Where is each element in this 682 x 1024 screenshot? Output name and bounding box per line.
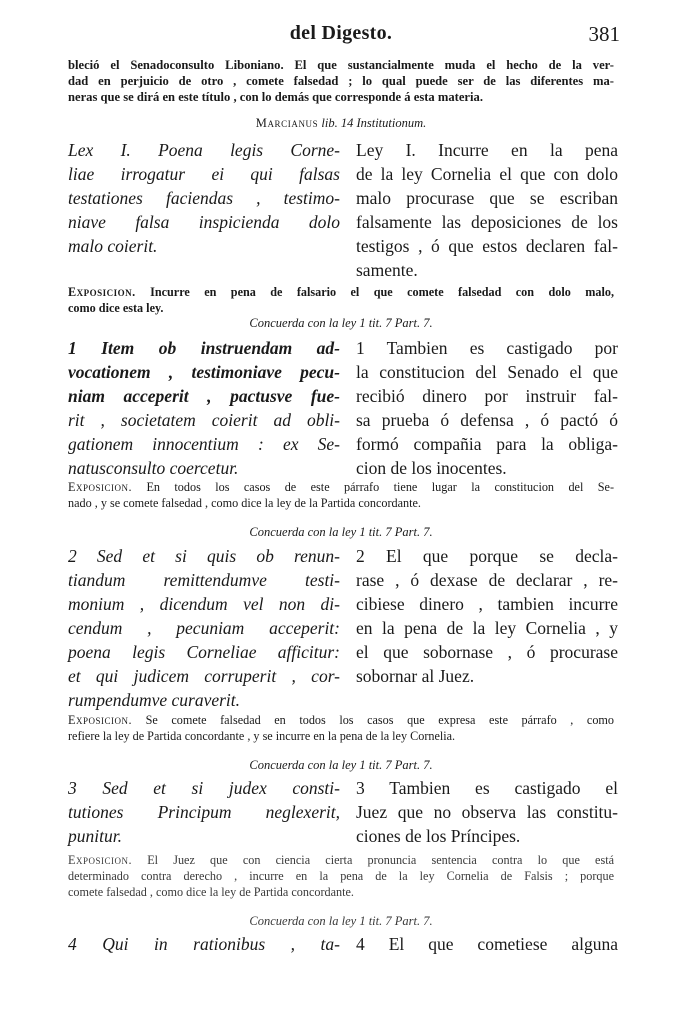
- lex1-spanish: [356, 138, 618, 282]
- spanish-line: samente.: [356, 260, 418, 280]
- latin-line: niam acceperit , pactusve fue-: [68, 386, 340, 406]
- exposition-text: En todos los casos de este párrafo tiene lugar la constitucion del Se-: [146, 480, 615, 494]
- par4-latin: [68, 932, 340, 956]
- latin-line: monium , dicendum vel non di-: [68, 594, 340, 614]
- latin-line: Lex I. Poena legis Corne-: [68, 140, 340, 160]
- spanish-line: falsamente las deposiciones de los: [356, 212, 618, 232]
- page-header: [0, 22, 682, 52]
- exposition-text: nado , y se comete falsedad , como dice la ley de la Partida concordante.: [68, 496, 421, 510]
- page-number: 381: [588, 22, 620, 46]
- source-author: Marcianus: [255, 116, 319, 130]
- spanish-line: 1 Tambien es castigado por: [356, 338, 618, 358]
- spanish-line: Ley I. Incurre en la pena: [356, 140, 618, 160]
- latin-line: 4 Qui in rationibus , ta-: [68, 934, 340, 954]
- concordance-1: Concuerda con la ley 1 tit. 7 Part. 7.: [249, 316, 433, 330]
- latin-line: 2 Sed et si quis ob renun-: [68, 546, 340, 566]
- latin-line: rit , societatem coierit ad obli-: [68, 410, 340, 430]
- exposition-3: [68, 712, 614, 744]
- spanish-line: 3 Tambien es castigado el: [356, 778, 618, 798]
- spanish-line: Juez que no observa las constitu-: [356, 802, 618, 822]
- exposition-text: como dice esta ley.: [68, 301, 164, 315]
- latin-line: et qui judicem corruperit , cor-: [68, 666, 340, 686]
- latin-line: malo coierit.: [68, 236, 158, 256]
- spanish-line: en la pena de la ley Cornelia , y: [356, 618, 618, 638]
- exposition-text: comete falsedad , como dice la ley de Partida concordante.: [68, 885, 354, 899]
- intro-paragraph: [68, 57, 614, 105]
- exposition-label: Exposicion.: [68, 285, 136, 299]
- par3-spanish: [356, 776, 618, 848]
- exposition-label: Exposicion.: [68, 853, 132, 867]
- spanish-line: ciones de los Príncipes.: [356, 826, 521, 846]
- spanish-line: cibiese dinero , tambien incurre: [356, 594, 618, 614]
- concordance-4: Concuerda con la ley 1 tit. 7 Part. 7.: [249, 914, 433, 928]
- exposition-2: [68, 479, 614, 511]
- intro-line: neras que se dirá en este título , con lo demás que corresponde á esta materia.: [68, 90, 483, 104]
- spanish-line: recibió dinero por instruir fal-: [356, 386, 618, 406]
- exposition-label: Exposicion.: [68, 713, 132, 727]
- spanish-line: malo procurase que se escriban: [356, 188, 618, 208]
- par2-latin: [68, 544, 340, 712]
- exposition-4: [68, 852, 614, 900]
- par1-spanish: [356, 336, 618, 480]
- spanish-line: testigos , ó que estos declaren fal-: [356, 236, 618, 256]
- concordance-2: Concuerda con la ley 1 tit. 7 Part. 7.: [249, 525, 433, 539]
- latin-line: 3 Sed et si judex consti-: [68, 778, 340, 798]
- latin-line: testationes faciendas , testimo-: [68, 188, 340, 208]
- latin-line: punitur.: [68, 826, 122, 846]
- exposition-text: determinado contra derecho , incurre en la pena de la ley Cornelia de Falsis ; porque: [68, 869, 614, 883]
- spanish-line: de la ley Cornelia el que con dolo: [356, 164, 618, 184]
- intro-line: dad en perjuicio de otro , comete falsedad ; lo qual puede ser de las diferentes ma-: [68, 74, 614, 88]
- running-head: del Digesto.: [289, 22, 393, 44]
- latin-line: tiandum remittendumve testi-: [68, 570, 340, 590]
- spanish-line: el que sobornase , ó procurase: [356, 642, 618, 662]
- source-citation: [0, 116, 682, 131]
- spanish-line: sobornar al Juez.: [356, 666, 475, 686]
- par2-spanish: [356, 544, 618, 688]
- exposition-text: El Juez que con ciencia cierta pronuncia sentencia contra lo que está: [147, 853, 614, 867]
- spanish-line: 4 El que cometiese alguna: [356, 934, 618, 954]
- latin-line: liae irrogatur ei qui falsas: [68, 164, 340, 184]
- lex1-latin: [68, 138, 340, 258]
- intro-line: bleció el Senadoconsulto Liboniano. El que sustancialmente muda el hecho de la ver-: [68, 58, 614, 72]
- spanish-line: cion de los inocentes.: [356, 458, 507, 478]
- spanish-line: rase , ó dexase de declarar , re-: [356, 570, 618, 590]
- exposition-text: refiere la ley de Partida concordante , y se incurre en la pena de la ley Cornelia.: [68, 729, 456, 743]
- par3-latin: [68, 776, 340, 848]
- latin-line: 1 Item ob instruendam ad-: [68, 338, 340, 358]
- spanish-line: la constitucion del Senado el que: [356, 362, 618, 382]
- spanish-line: formó compañia para la obliga-: [356, 434, 618, 454]
- latin-line: gationem innocentium : ex Se-: [68, 434, 340, 454]
- latin-line: cendum , pecuniam acceperit:: [68, 618, 340, 638]
- source-ref: lib. 14 Institutionum.: [321, 116, 427, 130]
- exposition-text: Incurre en pena de falsario el que comete falsedad con dolo malo,: [150, 285, 614, 299]
- latin-line: poena legis Corneliae afficitur:: [68, 642, 340, 662]
- latin-line: vocationem , testimoniave pecu-: [68, 362, 340, 382]
- latin-line: niave falsa inspicienda dolo: [68, 212, 340, 232]
- latin-line: natusconsulto coercetur.: [68, 458, 239, 478]
- latin-line: rumpendumve curaverit.: [68, 690, 241, 710]
- spanish-line: sa prueba ó defensa , ó pactó ó: [356, 410, 618, 430]
- concordance-3: Concuerda con la ley 1 tit. 7 Part. 7.: [249, 758, 433, 772]
- exposition-label: Exposicion.: [68, 480, 132, 494]
- spanish-line: 2 El que porque se decla-: [356, 546, 618, 566]
- par4-spanish: [356, 932, 618, 956]
- par1-latin: [68, 336, 340, 480]
- latin-line: tutiones Principum neglexerit,: [68, 802, 340, 822]
- exposition-1: [68, 284, 614, 316]
- exposition-text: Se comete falsedad en todos los casos que expresa este párrafo , como: [145, 713, 614, 727]
